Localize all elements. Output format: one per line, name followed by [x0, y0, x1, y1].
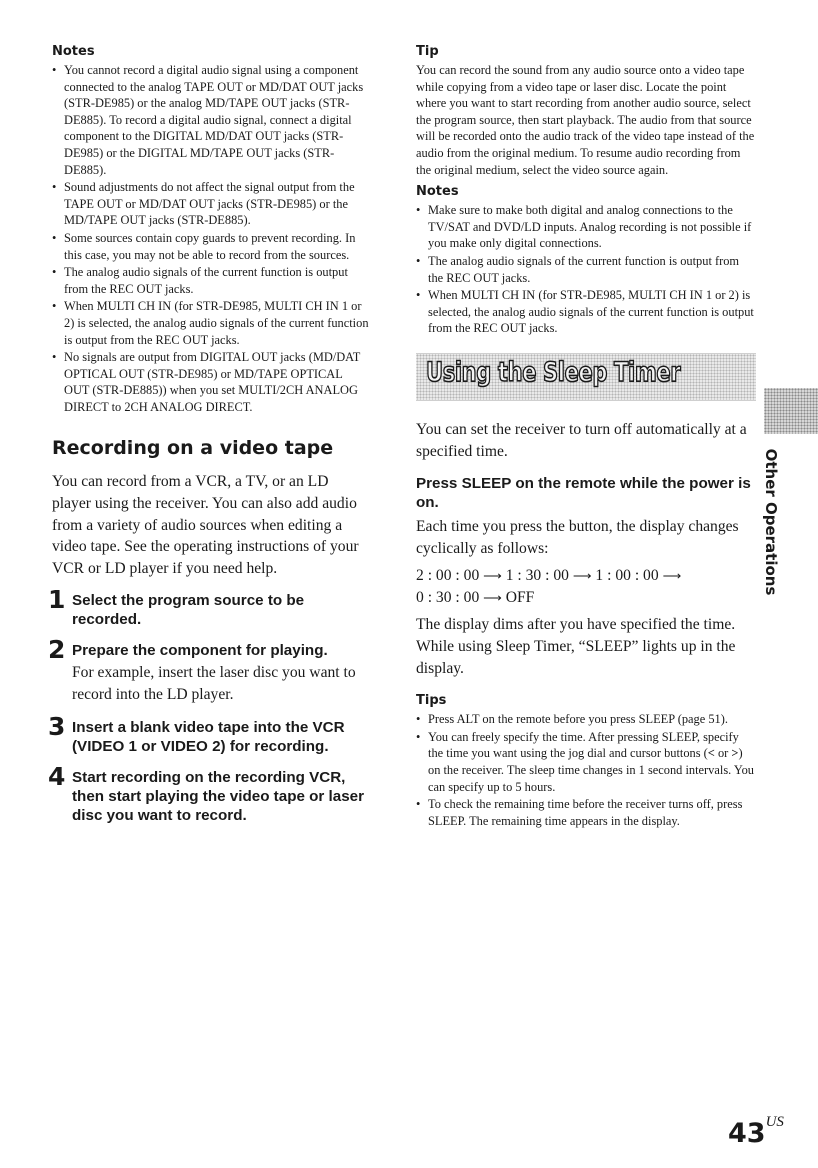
section-title: Recording on a video tape	[52, 437, 334, 460]
list-item: • The analog audio signals of the current function is output from the REC OUT jacks.	[52, 264, 370, 297]
step-title: Prepare the component for playing.	[72, 642, 328, 660]
sequence-value: 1 : 00 : 00	[595, 567, 659, 585]
right-column	[416, 40, 756, 830]
list-item: • Sound adjustments do not affect the signal output from the TAPE OUT or MD/DAT OUT jacks (STR-DE985) or the MD/TAPE OUT jacks (STR-DE885).	[52, 179, 370, 229]
list-item: • When MULTI CH IN (for STR-DE985, MULTI CH IN 1 or 2) is selected, the analog audio signals of the current function is output from the REC OUT jacks.	[52, 298, 370, 348]
step-4	[48, 761, 370, 825]
arrow-right-icon: ⟶	[662, 568, 682, 584]
tip-text: or	[714, 746, 732, 761]
sleep-intro: You can set the receiver to turn off automatically at a specified time.	[416, 420, 747, 460]
tips-list	[416, 711, 756, 829]
step-number: 2	[48, 635, 66, 665]
list-item: • When MULTI CH IN (for STR-DE985, MULTI CH IN 1 or 2) is selected, the analog audio signals of the current function is output from the REC OUT jacks.	[416, 287, 756, 337]
side-tab-marker	[764, 388, 818, 434]
tip-text: You can freely specify the time. After pressing SLEEP, specify the time you want using the jog dial and cursor buttons (	[428, 729, 739, 761]
list-item: • Some sources contain copy guards to prevent recording. In this case, you may not be able to record from the sources.	[52, 230, 370, 263]
step-1	[48, 585, 370, 629]
tip-text: ) on the receiver. The sleep time changes in 1 second intervals. You can specify up to 5 hours.	[428, 746, 754, 794]
sequence-value: 2 : 00 : 00	[416, 567, 480, 585]
step-title: Start recording on the recording VCR, then start playing the video tape or laser disc you want to record.	[72, 768, 365, 824]
cycle-sequence	[416, 565, 756, 608]
step-title: Select the program source to be recorded.	[72, 592, 305, 629]
page-number-value: 43	[728, 1118, 766, 1149]
banner-title: Using the Sleep Timer	[426, 356, 681, 388]
notes-heading: Notes	[52, 44, 95, 59]
intro-paragraph: You can record from a VCR, a TV, or an LD player using the receiver. You can also add audio from a variety of audio sources when editing a video tape. See the operating instructions of your VCR or LD player if you need help.	[52, 473, 359, 577]
step-2	[48, 635, 370, 705]
list-item: • Press ALT on the remote before you press SLEEP (page 51).	[416, 711, 756, 728]
arrow-right-icon: ⟶	[483, 589, 502, 605]
step-3	[48, 711, 370, 756]
section-banner	[416, 353, 756, 401]
tip-paragraph: You can record the sound from any audio source onto a video tape while copying from a video tape or laser disc. Locate the point where you want to start recording from another audio source, select the program source, then start playback. The audio from that source will be recorded onto the audio track of the video tape instead of the audio from the original medium. To resume audio recording from the original medium, select the video source again.	[416, 63, 755, 177]
press-body: Each time you press the button, the display changes cyclically as follows:	[416, 518, 739, 557]
step-number: 4	[48, 761, 66, 791]
sequence-value: OFF	[505, 588, 535, 606]
press-heading: Press SLEEP on the remote while the power is on.	[416, 475, 751, 512]
notes-list	[52, 62, 370, 415]
after-paragraph: The display dims after you have specified the time. While using Sleep Timer, “SLEEP” lights up in the display.	[416, 616, 736, 677]
side-tab-label: Other Operations	[762, 448, 780, 596]
left-column	[48, 40, 370, 825]
step-title: Insert a blank video tape into the VCR (VIDEO 1 or VIDEO 2) for recording.	[72, 718, 345, 755]
cursor-right-icon: >	[731, 746, 739, 761]
notes-heading: Notes	[416, 184, 459, 200]
list-item: • To check the remaining time before the receiver turns off, press SLEEP. The remaining time appears in the display.	[416, 796, 756, 829]
tip-heading: Tip	[416, 44, 439, 59]
step-number: 1	[48, 585, 66, 615]
step-body: For example, insert the laser disc you want to record into the LD player.	[72, 664, 356, 704]
page-number-suffix: US	[765, 1114, 784, 1130]
list-item: • The analog audio signals of the current function is output from the REC OUT jacks.	[416, 253, 756, 286]
notes-list	[416, 202, 756, 337]
list-item	[416, 729, 756, 795]
list-item: • You cannot record a digital audio signal using a component connected to the analog TAPE OUT or MD/DAT OUT jacks (STR-DE985) or the analog MD/TAPE OUT jacks (STR-DE885). To record a digital audio signal, connect a digital component to the DIGITAL MD/DAT OUT jacks (STR-DE985) or the DIGITAL MD/TAPE OUT jacks (STR-DE885).	[52, 62, 370, 178]
list-item: • Make sure to make both digital and analog connections to the TV/SAT and DVD/LD inputs. Analog recording is not possible if you make only digital connections.	[416, 202, 756, 252]
list-item: • No signals are output from DIGITAL OUT jacks (MD/DAT OPTICAL OUT (STR-DE985) or MD/TAPE OPTICAL OUT (STR-DE885)) when you set MULTI/2CH ANALOG DIRECT to 2CH ANALOG DIRECT.	[52, 349, 370, 415]
arrow-right-icon: ⟶	[483, 568, 502, 584]
sequence-value: 1 : 30 : 00	[505, 567, 569, 585]
tips-heading: Tips	[416, 693, 447, 709]
cursor-left-icon: <	[707, 746, 715, 761]
step-number: 3	[48, 711, 66, 741]
page-number	[728, 1114, 784, 1149]
sequence-value: 0 : 30 : 00	[416, 588, 480, 606]
arrow-right-icon: ⟶	[572, 568, 592, 584]
